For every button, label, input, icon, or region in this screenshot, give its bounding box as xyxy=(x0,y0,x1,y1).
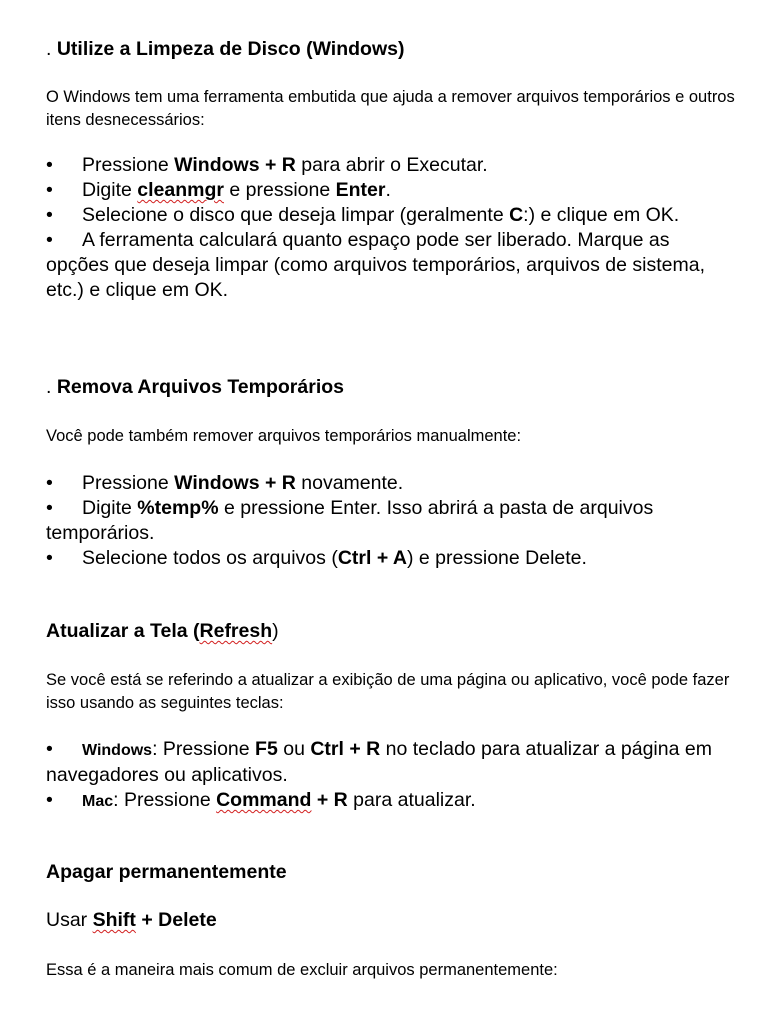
section-intro-disk-cleanup: O Windows tem uma ferramenta embutida que ajuda a remover arquivos temporários e outros itens desnecessários: xyxy=(46,88,735,129)
section-intro-temp-files: Você pode também remover arquivos temporários manualmente: xyxy=(46,427,522,445)
steps-list-refresh xyxy=(46,737,736,814)
steps-list-disk-cleanup xyxy=(46,153,736,303)
list-item: • Pressione Windows + R para abrir o Executar. xyxy=(46,154,488,176)
section-heading-delete-permanently: Apagar permanentemente xyxy=(46,861,287,883)
section-heading-refresh: Atualizar a Tela (Refresh) xyxy=(46,620,279,642)
list-item: • Digite cleanmgr e pressione Enter. xyxy=(46,179,391,201)
section-intro-delete-permanently: Essa é a maneira mais comum de excluir arquivos permanentemente: xyxy=(46,961,558,979)
list-item: • Windows: Pressione F5 ou Ctrl + R no teclado para atualizar a página em navegadores ou aplicativos. xyxy=(46,738,712,786)
steps-list-temp-files xyxy=(46,471,736,571)
section-heading-temp-files: . Remova Arquivos Temporários xyxy=(46,376,345,398)
list-item: • A ferramenta calculará quanto espaço pode ser liberado. Marque as opções que deseja limpar (como arquivos temporários, arquivos de sistema, etc.) e clique em OK. xyxy=(46,229,705,301)
list-item: • Selecione o disco que deseja limpar (geralmente C:) e clique em OK. xyxy=(46,204,680,226)
section-intro-refresh: Se você está se referindo a atualizar a exibição de uma página ou aplicativo, você pode fazer isso usando as seguintes teclas: xyxy=(46,671,730,712)
list-item: • Pressione Windows + R novamente. xyxy=(46,472,404,494)
section-heading-disk-cleanup: . Utilize a Limpeza de Disco (Windows) xyxy=(46,38,405,60)
section-subheading-shift-delete: Usar Shift + Delete xyxy=(46,909,217,931)
list-item: • Selecione todos os arquivos (Ctrl + A) e pressione Delete. xyxy=(46,547,587,569)
list-item: • Mac: Pressione Command + R para atualizar. xyxy=(46,789,476,811)
list-item: • Digite %temp% e pressione Enter. Isso abrirá a pasta de arquivos temporários. xyxy=(46,497,654,544)
